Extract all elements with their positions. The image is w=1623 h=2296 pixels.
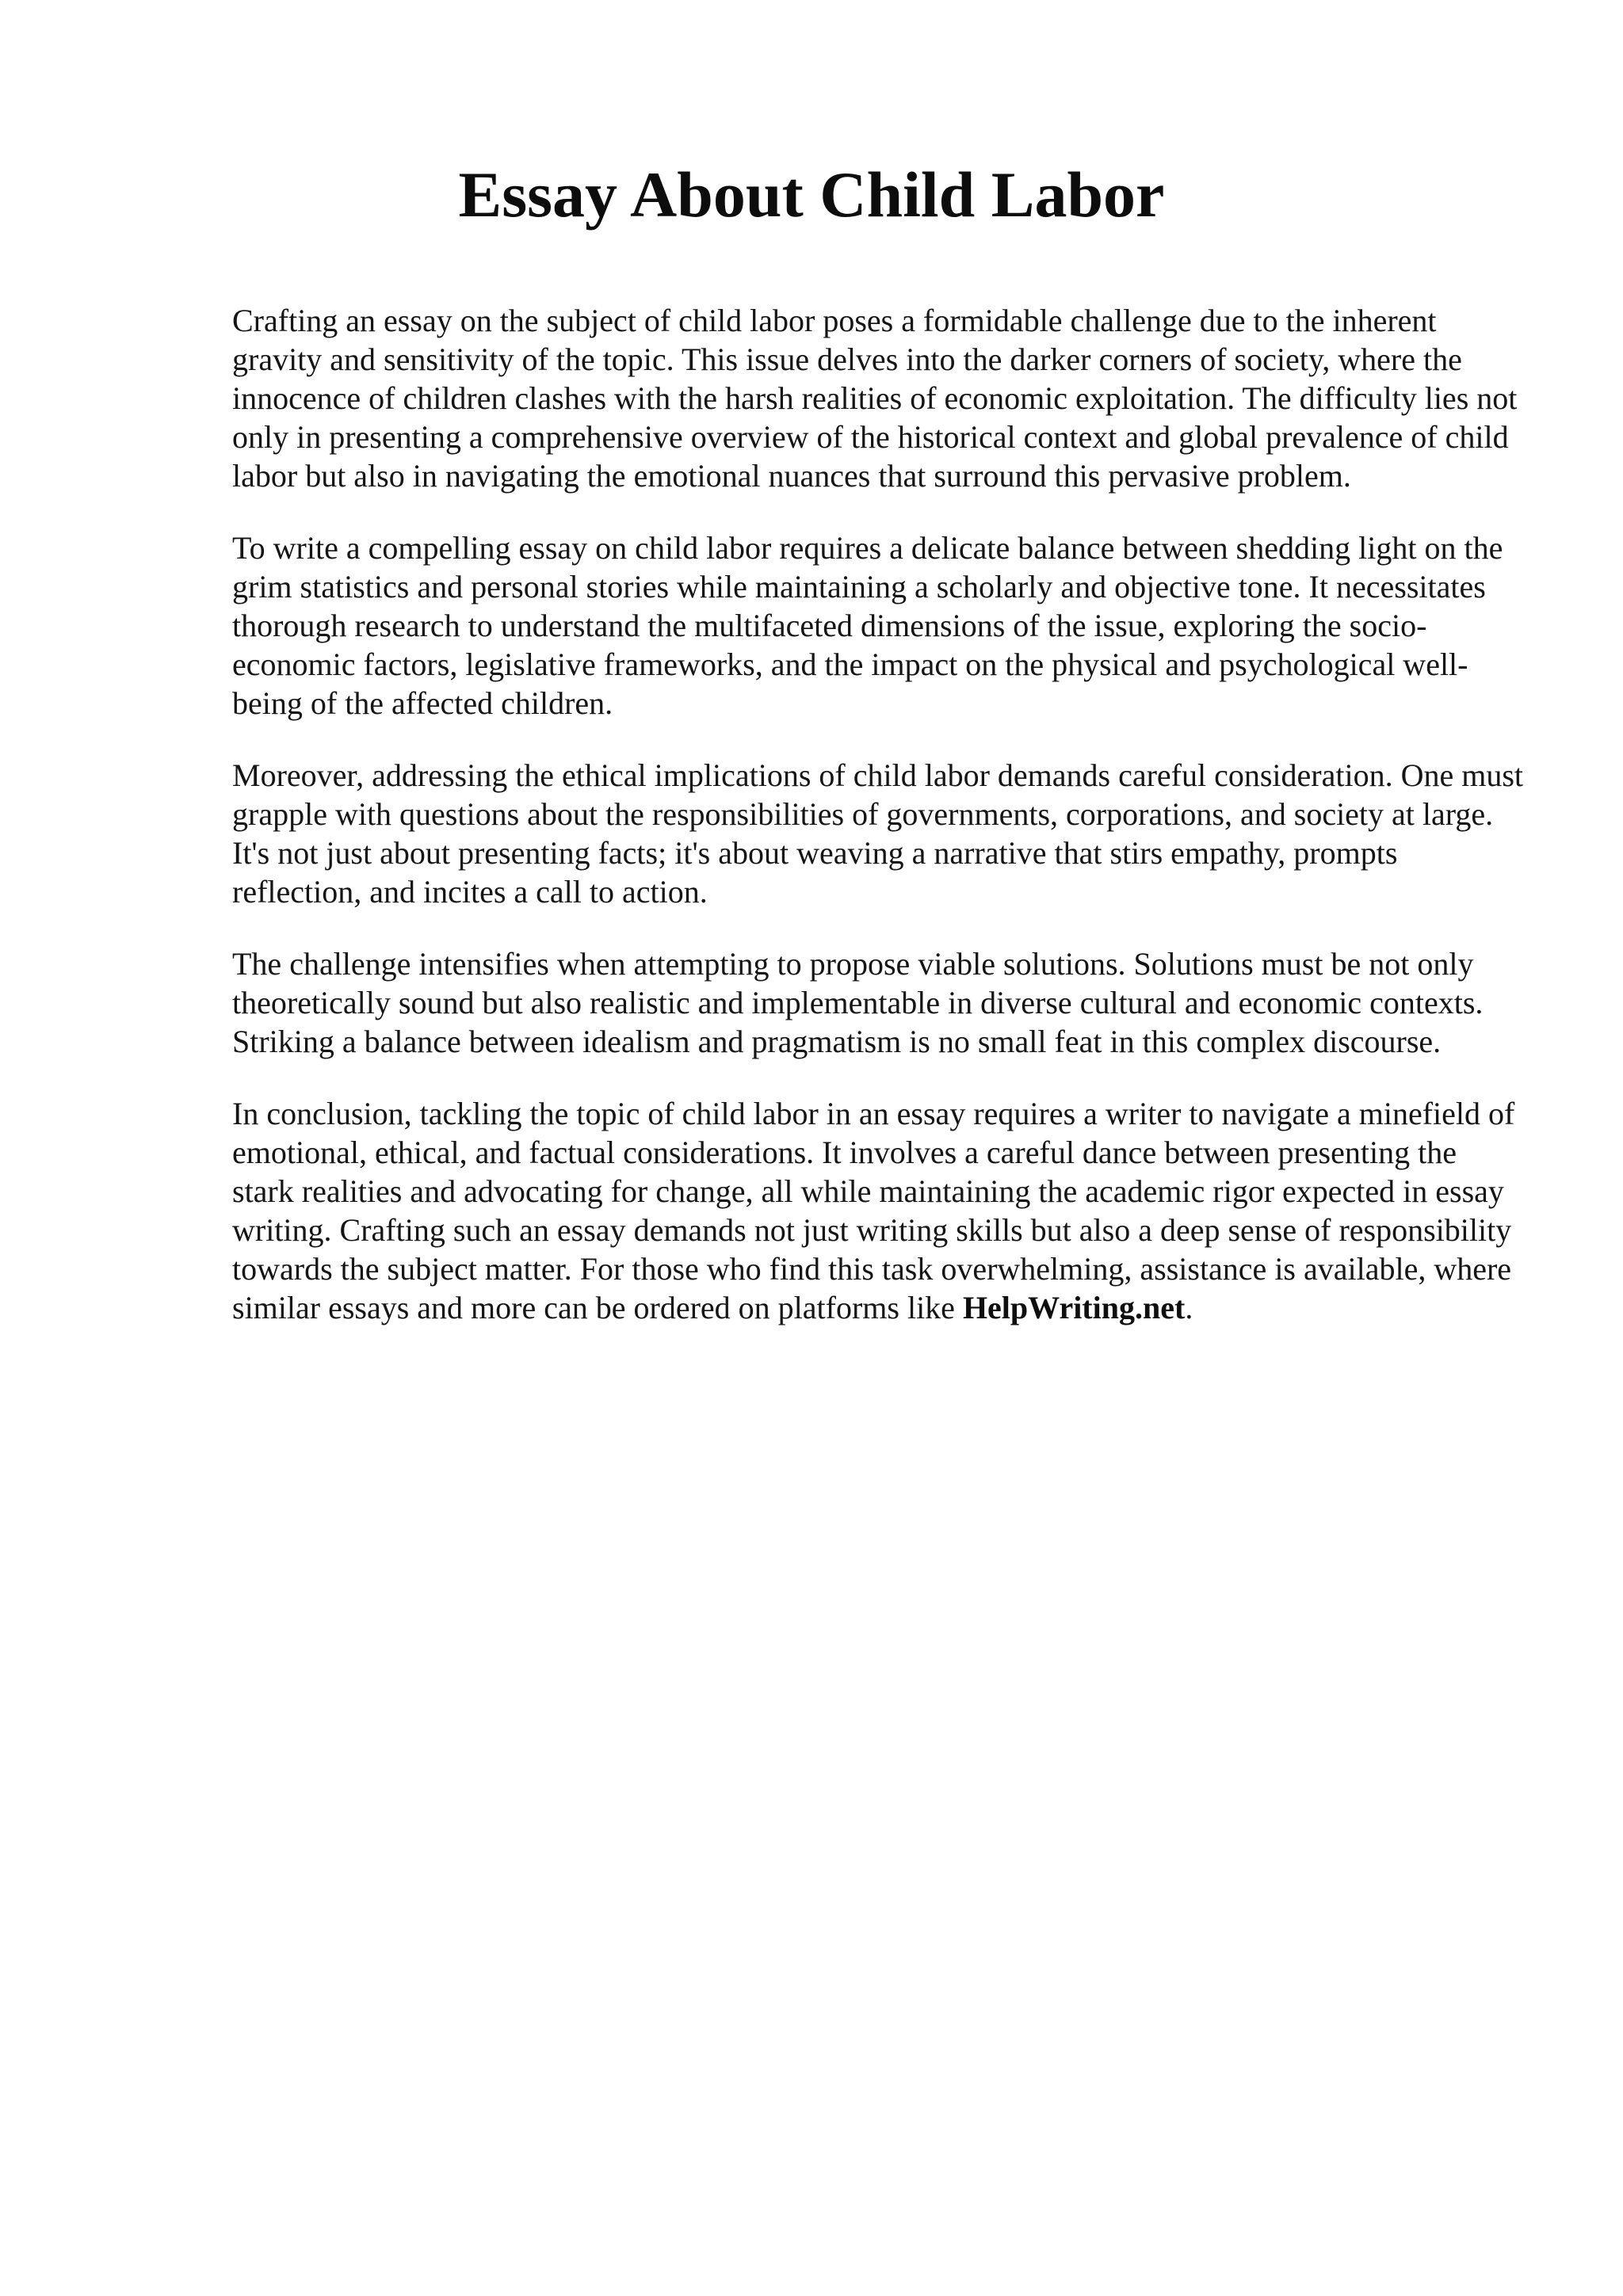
essay-conclusion-paragraph xyxy=(232,1094,1524,1327)
helpwriting-link[interactable]: HelpWriting.net xyxy=(962,1290,1186,1325)
conclusion-text: In conclusion, tackling the topic of child labor in an essay requires a writer to navigate a minefield of emotional, ethical, and factual considerations. It involves a careful dance between presenting the stark realities and advocating for change, all while maintaining the academic rigor expected in essay writing. Crafting such an essay demands not just writing skills but also a deep sense of responsibility towards the subject matter. For those who find this task overwhelming, assistance is available, where similar essays and more can be ordered on platforms like xyxy=(232,1096,1515,1325)
essay-paragraph-3: Moreover, addressing the ethical implications of child labor demands careful consideration. One must grapple with questions about the responsibilities of governments, corporations, and society at large. It's not just about presenting facts; it's about weaving a narrative that stirs empathy, prompts reflection, and incites a call to action. xyxy=(232,757,1524,910)
essay-paragraph-2: To write a compelling essay on child labor requires a delicate balance between shedding light on the grim statistics and personal stories while maintaining a scholarly and objective tone. It necessitates thorough research to understand the multifaceted dimensions of the issue, exploring the socio-economic factors, legislative frameworks, and the impact on the physical and psychological well-being of the affected children. xyxy=(232,530,1503,721)
essay-paragraph-1: Crafting an essay on the subject of child labor poses a formidable challenge due to the inherent gravity and sensitivity of the topic. This issue delves into the darker corners of society, where the innocence of children clashes with the harsh realities of economic exploitation. The difficulty lies not only in presenting a comprehensive overview of the historical context and global prevalence of child labor but also in navigating the emotional nuances that surround this pervasive problem. xyxy=(232,303,1518,494)
conclusion-period: . xyxy=(1185,1290,1193,1325)
page-title: Essay About Child Labor xyxy=(458,158,1165,231)
essay-body xyxy=(232,301,1524,1360)
essay-paragraph-4: The challenge intensifies when attempting to propose viable solutions. Solutions must be not only theoretically sound but also realistic and implementable in diverse cultural and economic contexts. Striking a balance between idealism and pragmatism is no small feat in this complex discourse. xyxy=(232,946,1484,1059)
